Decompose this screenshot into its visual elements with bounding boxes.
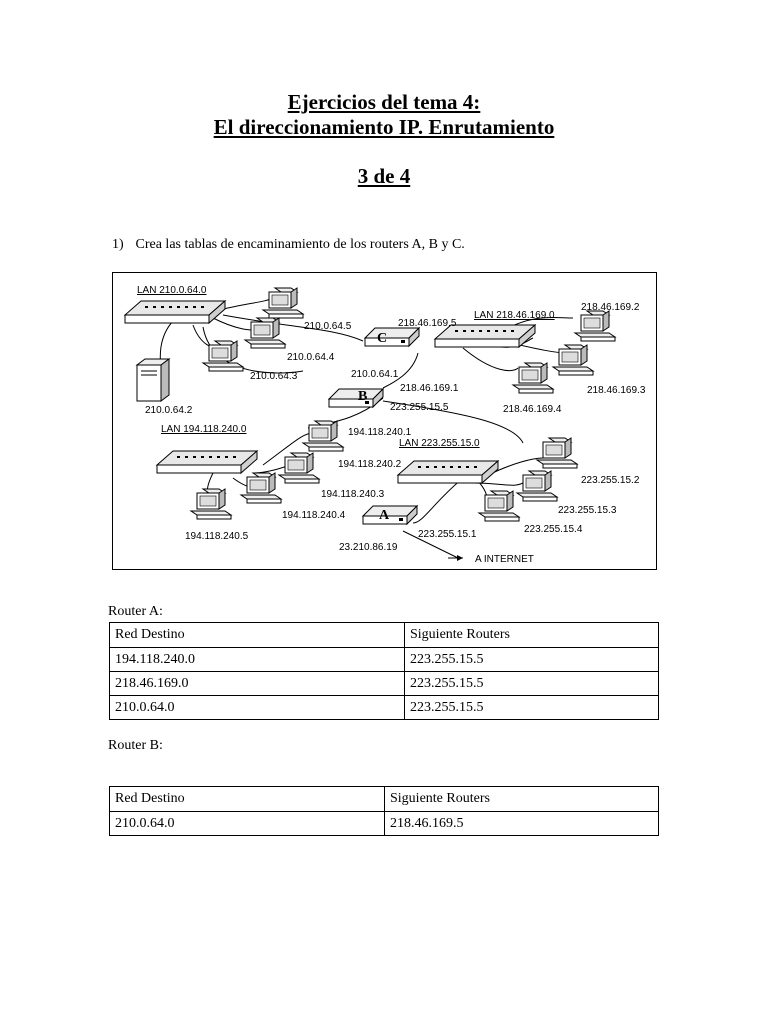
ip-194-118-240-3: 194.118.240.3 [321,489,385,500]
ip-218-46-169-2: 218.46.169.2 [581,302,640,313]
page-indicator: 3 de 4 [357,164,411,188]
lan-label-194: LAN 194.118.240.0 [161,424,247,435]
question-1 [112,237,465,253]
cell-destination: 194.118.240.0 [110,648,405,672]
header-siguiente-routers: Siguiente Routers [385,787,659,812]
hub-lan-223 [398,461,498,483]
pc-218-46-169-3 [553,345,593,375]
table-row [110,812,659,836]
ip-210-0-64-1: 210.0.64.1 [351,369,399,380]
ip-194-118-240-5: 194.118.240.5 [185,531,249,542]
router-c [365,328,419,346]
pc-194-118-240-2 [303,421,343,451]
ip-210-0-64-4: 210.0.64.4 [287,352,335,363]
table-row [110,696,659,720]
title-line-1: Ejercicios del tema 4: [287,90,481,114]
router-c-label: C [377,331,388,346]
hub-lan-194 [157,451,257,473]
header-red-destino: Red Destino [110,623,405,648]
ip-194-118-240-4: 194.118.240.4 [282,510,346,521]
ip-210-0-64-2: 210.0.64.2 [145,405,193,416]
router-a-table [109,622,659,720]
ip-223-255-15-5: 223.255.15.5 [390,402,449,413]
router-a-label: A [379,508,390,523]
pc-210-0-64-5 [263,288,303,318]
ip-210-0-64-5: 210.0.64.5 [304,321,352,332]
hub-lan-210 [125,301,225,323]
router-b-table-label: Router B: [108,738,163,753]
pc-223-255-15-3 [517,471,557,501]
router-b-table [109,786,659,836]
pc-194-118-240-3 [279,453,319,483]
pc-218-46-169-2 [575,311,615,341]
pc-223-255-15-2 [537,438,577,468]
ip-223-255-15-1: 223.255.15.1 [418,529,477,540]
router-a-table-label: Router A: [108,604,163,619]
ip-194-118-240-2: 194.118.240.2 [338,459,402,470]
ip-210-0-64-3: 210.0.64.3 [250,371,298,382]
table-row [110,648,659,672]
pc-223-255-15-4 [479,491,519,521]
cell-next-hop: 223.255.15.5 [405,696,659,720]
router-b-label: B [358,389,368,404]
ip-218-46-169-5: 218.46.169.5 [398,318,457,329]
pc-194-118-240-4 [241,473,281,503]
ip-223-255-15-4: 223.255.15.4 [524,524,583,535]
question-text: Crea las tablas de encaminamiento de los routers A, B y C. [135,237,465,252]
title-line-2: El direccionamiento IP. Enrutamiento [213,115,555,139]
pc-218-46-169-4 [513,363,553,393]
cell-next-hop: 223.255.15.5 [405,672,659,696]
router-b [329,389,383,407]
ip-194-118-240-1: 194.118.240.1 [348,427,412,438]
ip-218-46-169-1: 218.46.169.1 [400,383,459,394]
pc-210-0-64-3 [203,341,243,371]
table-row [110,672,659,696]
header-red-destino: Red Destino [110,787,385,812]
cell-destination: 210.0.64.0 [110,696,405,720]
cell-next-hop: 218.46.169.5 [385,812,659,836]
cell-destination: 210.0.64.0 [110,812,385,836]
cell-next-hop: 223.255.15.5 [405,648,659,672]
ip-23-210-86-19: 23.210.86.19 [339,542,398,553]
ip-218-46-169-3: 218.46.169.3 [587,385,646,396]
lan-label-223: LAN 223.255.15.0 [399,438,480,449]
question-number: 1) [112,237,124,252]
table-header-row [110,623,659,648]
cell-destination: 218.46.169.0 [110,672,405,696]
network-diagram [112,272,657,570]
router-a [363,506,417,524]
server-210-0-64-2 [137,359,169,401]
ip-218-46-169-4: 218.46.169.4 [503,404,562,415]
network-diagram-svg [113,273,658,571]
internet-label: A INTERNET [475,554,534,565]
pc-210-0-64-4 [245,318,285,348]
pc-194-118-240-5 [191,489,231,519]
lan-label-210: LAN 210.0.64.0 [137,285,207,296]
lan-label-218: LAN 218.46.169.0 [474,310,555,321]
header-siguiente-routers: Siguiente Routers [405,623,659,648]
table-header-row [110,787,659,812]
ip-223-255-15-2: 223.255.15.2 [581,475,640,486]
ip-223-255-15-3: 223.255.15.3 [558,505,617,516]
